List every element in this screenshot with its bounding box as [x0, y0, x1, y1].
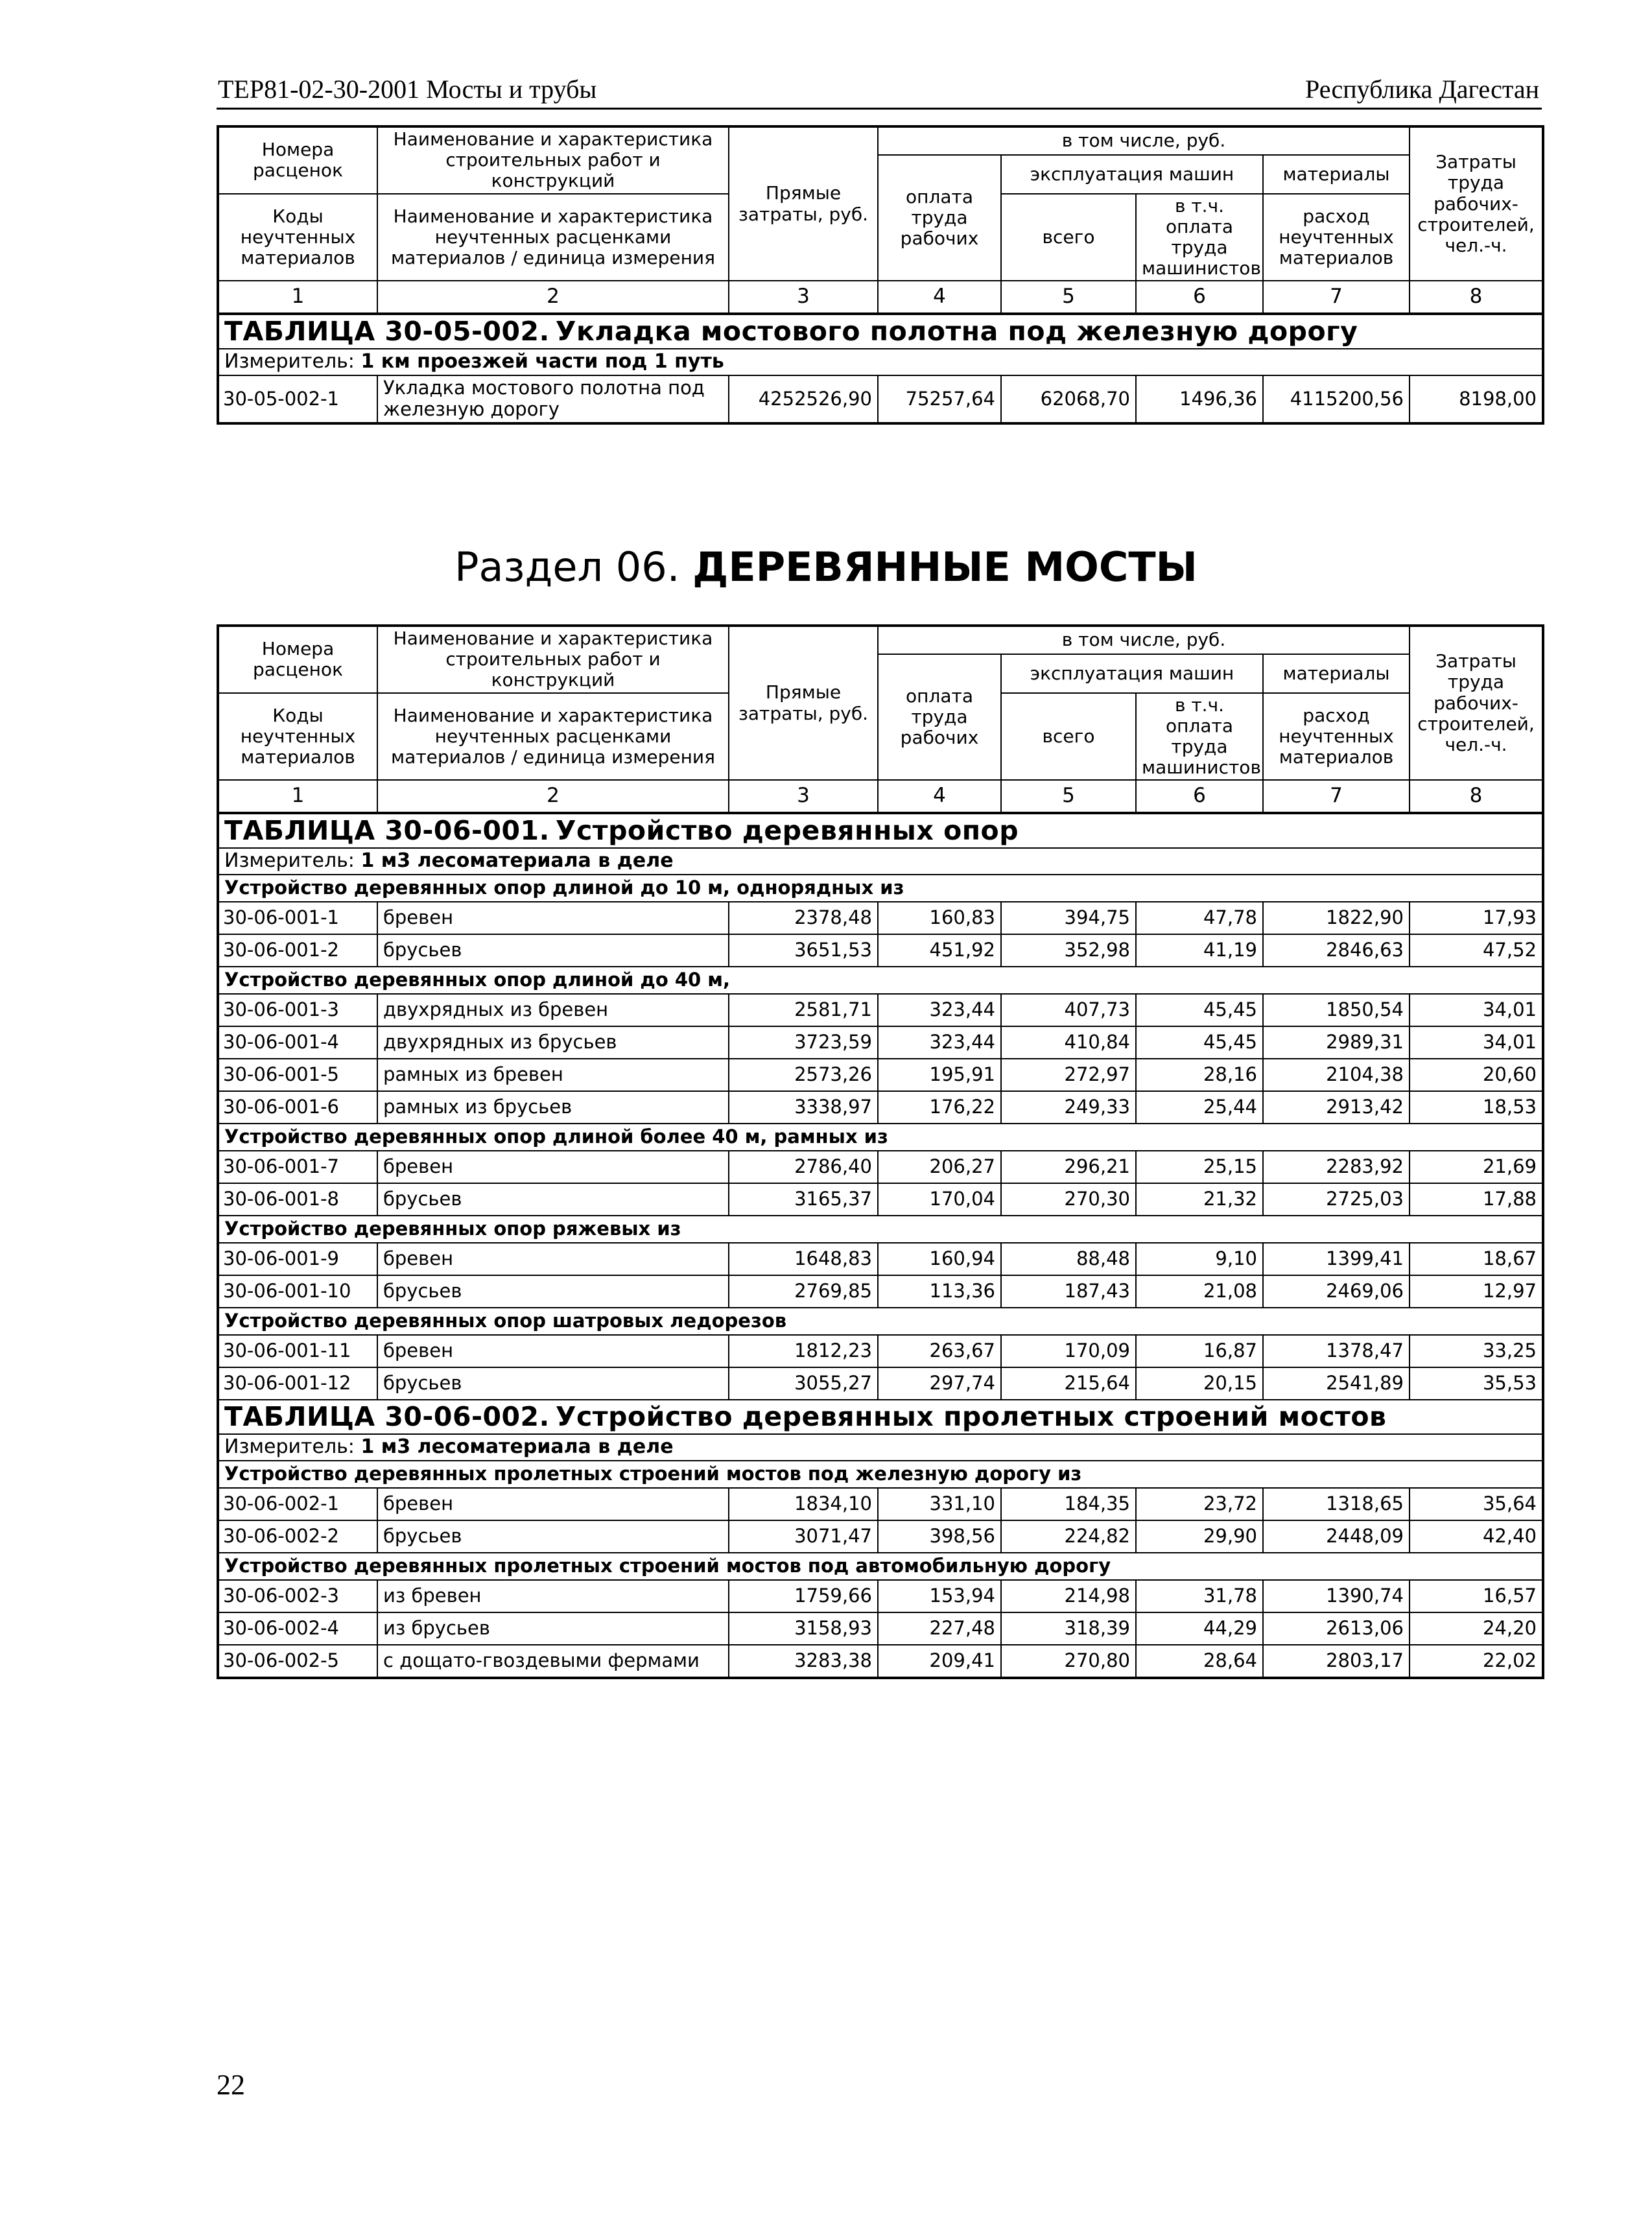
work-name: рамных из бревен: [377, 1059, 729, 1091]
worker-pay: 160,83: [878, 902, 1001, 934]
rate-code: 30-06-001-10: [218, 1275, 377, 1308]
header-work-name: Наименование и характеристика строительных работ и конструкций: [377, 626, 729, 693]
labor-hours: 12,97: [1410, 1275, 1543, 1308]
worker-pay: 323,44: [878, 994, 1001, 1026]
running-header: [217, 71, 1542, 110]
machinist-pay: 47,78: [1136, 902, 1263, 934]
labor-hours: 22,02: [1410, 1645, 1543, 1678]
rate-code: 30-06-001-7: [218, 1151, 377, 1183]
direct-costs: 3283,38: [729, 1645, 878, 1678]
work-name: бревен: [377, 902, 729, 934]
machinist-pay: 21,08: [1136, 1275, 1263, 1308]
header-material-codes: Коды неучтенных материалов: [218, 194, 377, 281]
section-title: [0, 543, 1652, 591]
table-row: [218, 1580, 1543, 1612]
work-name: брусьев: [377, 1183, 729, 1216]
measure-value: 1 м3 лесоматериала в деле: [360, 1435, 674, 1459]
work-name: брусьев: [377, 934, 729, 967]
labor-hours: 17,88: [1410, 1183, 1543, 1216]
direct-costs: 3055,27: [729, 1367, 878, 1400]
section-prefix: Раздел 06.: [454, 543, 680, 591]
labor-hours: 16,57: [1410, 1580, 1543, 1612]
machinist-pay: 28,64: [1136, 1645, 1263, 1678]
machines-total: 88,48: [1001, 1243, 1136, 1275]
column-number: 7: [1263, 281, 1410, 314]
table-row: [218, 1335, 1543, 1367]
rate-code: 30-06-002-1: [218, 1488, 377, 1520]
table-title: [218, 813, 1543, 848]
table-label: ТАБЛИЦА 30-06-002.: [224, 1400, 550, 1432]
header-rate-numbers: Номера расценок: [218, 626, 377, 693]
header-unaccounted-materials: расход неучтенных материалов: [1263, 693, 1410, 781]
machinist-pay: 25,44: [1136, 1091, 1263, 1124]
machines-total: 352,98: [1001, 934, 1136, 967]
column-number: 3: [729, 281, 878, 314]
machines-total: 249,33: [1001, 1091, 1136, 1124]
materials-cost: 4115200,56: [1263, 375, 1410, 423]
machinist-pay: 20,15: [1136, 1367, 1263, 1400]
price-table-block-1: [217, 125, 1542, 425]
table-row: [218, 934, 1543, 967]
measure-label: Измеритель:: [224, 350, 355, 373]
table-row: [218, 1059, 1543, 1091]
direct-costs: 1834,10: [729, 1488, 878, 1520]
table-row: [218, 1488, 1543, 1520]
work-name: двухрядных из брусьев: [377, 1026, 729, 1059]
work-name: из бревен: [377, 1580, 729, 1612]
rate-code: 30-06-002-2: [218, 1520, 377, 1553]
machines-total: 224,82: [1001, 1520, 1136, 1553]
rate-code: 30-06-001-1: [218, 902, 377, 934]
direct-costs: 1812,23: [729, 1335, 878, 1367]
labor-hours: 47,52: [1410, 934, 1543, 967]
machinist-pay: 41,19: [1136, 934, 1263, 967]
table-measure: [218, 848, 1543, 875]
column-number: 4: [878, 780, 1001, 813]
table-row: [218, 1645, 1543, 1678]
machinist-pay: 29,90: [1136, 1520, 1263, 1553]
machinist-pay: 21,32: [1136, 1183, 1263, 1216]
table-measure: [218, 349, 1543, 375]
materials-cost: 1390,74: [1263, 1580, 1410, 1612]
direct-costs: 3723,59: [729, 1026, 878, 1059]
group-title: Устройство деревянных опор шатровых ледорезов: [218, 1308, 1543, 1335]
rate-code: 30-06-001-9: [218, 1243, 377, 1275]
header-labor-costs: Затраты труда рабочих-строителей, чел.-ч.: [1410, 626, 1543, 780]
direct-costs: 3165,37: [729, 1183, 878, 1216]
labor-hours: 24,20: [1410, 1612, 1543, 1645]
materials-cost: 1378,47: [1263, 1335, 1410, 1367]
direct-costs: 1648,83: [729, 1243, 878, 1275]
worker-pay: 209,41: [878, 1645, 1001, 1678]
header-materials: материалы: [1263, 155, 1410, 194]
materials-cost: 1318,65: [1263, 1488, 1410, 1520]
column-number: 2: [377, 780, 729, 813]
machinist-pay: 31,78: [1136, 1580, 1263, 1612]
work-name: брусьев: [377, 1367, 729, 1400]
machinist-pay: 28,16: [1136, 1059, 1263, 1091]
worker-pay: 153,94: [878, 1580, 1001, 1612]
labor-hours: 21,69: [1410, 1151, 1543, 1183]
header-machine-operation: эксплуатация машин: [1001, 654, 1263, 693]
header-worker-pay: оплата труда рабочих: [878, 155, 1001, 281]
price-table-30-06: [217, 624, 1544, 1679]
machines-total: 394,75: [1001, 902, 1136, 934]
machinist-pay: 45,45: [1136, 994, 1263, 1026]
table-row: [218, 1091, 1543, 1124]
rate-code: 30-06-002-3: [218, 1580, 377, 1612]
header-worker-pay: оплата труда рабочих: [878, 654, 1001, 780]
labor-hours: 35,64: [1410, 1488, 1543, 1520]
column-number: 3: [729, 780, 878, 813]
header-rate-numbers: Номера расценок: [218, 126, 377, 194]
page-number: 22: [217, 2069, 245, 2101]
machines-total: 318,39: [1001, 1612, 1136, 1645]
work-name: двухрядных из бревен: [377, 994, 729, 1026]
work-name: брусьев: [377, 1520, 729, 1553]
table-row: [218, 1026, 1543, 1059]
machinist-pay: 44,29: [1136, 1612, 1263, 1645]
group-title: Устройство деревянных пролетных строений мостов под железную дорогу из: [218, 1461, 1543, 1488]
table-row: [218, 1612, 1543, 1645]
worker-pay: 176,22: [878, 1091, 1001, 1124]
work-name: из брусьев: [377, 1612, 729, 1645]
rate-code: 30-06-001-8: [218, 1183, 377, 1216]
labor-hours: 42,40: [1410, 1520, 1543, 1553]
labor-hours: 34,01: [1410, 994, 1543, 1026]
worker-pay: 160,94: [878, 1243, 1001, 1275]
machinist-pay: 45,45: [1136, 1026, 1263, 1059]
work-name: брусьев: [377, 1275, 729, 1308]
materials-cost: 2104,38: [1263, 1059, 1410, 1091]
group-title: Устройство деревянных опор ряжевых из: [218, 1216, 1543, 1243]
materials-cost: 2725,03: [1263, 1183, 1410, 1216]
direct-costs: 1759,66: [729, 1580, 878, 1612]
worker-pay: 263,67: [878, 1335, 1001, 1367]
rate-code: 30-06-001-2: [218, 934, 377, 967]
materials-cost: 2613,06: [1263, 1612, 1410, 1645]
column-number: 2: [377, 281, 729, 314]
table-row: [218, 1151, 1543, 1183]
materials-cost: 2989,31: [1263, 1026, 1410, 1059]
worker-pay: 323,44: [878, 1026, 1001, 1059]
worker-pay: 75257,64: [878, 375, 1001, 423]
materials-cost: 2541,89: [1263, 1367, 1410, 1400]
rate-code: 30-06-001-3: [218, 994, 377, 1026]
work-name: бревен: [377, 1335, 729, 1367]
machines-total: 407,73: [1001, 994, 1136, 1026]
header-material-names: Наименование и характеристика неучтенных расценками материалов / единица измерения: [377, 194, 729, 281]
measure-value: 1 м3 лесоматериала в деле: [360, 849, 674, 873]
header-direct-costs: Прямые затраты, руб.: [729, 126, 878, 281]
table-row: [218, 902, 1543, 934]
worker-pay: 451,92: [878, 934, 1001, 967]
rate-code: 30-05-002-1: [218, 375, 377, 423]
direct-costs: 3338,97: [729, 1091, 878, 1124]
worker-pay: 331,10: [878, 1488, 1001, 1520]
work-name: рамных из брусьев: [377, 1091, 729, 1124]
header-direct-costs: Прямые затраты, руб.: [729, 626, 878, 780]
direct-costs: 3651,53: [729, 934, 878, 967]
materials-cost: 1822,90: [1263, 902, 1410, 934]
column-number: 6: [1136, 780, 1263, 813]
header-including: в том числе, руб.: [878, 626, 1410, 654]
machines-total: 296,21: [1001, 1151, 1136, 1183]
table-name: Устройство деревянных опор: [555, 815, 1019, 847]
group-title: Устройство деревянных опор длиной до 40 м,: [218, 967, 1543, 994]
labor-hours: 17,93: [1410, 902, 1543, 934]
machines-total: 272,97: [1001, 1059, 1136, 1091]
machines-total: 170,09: [1001, 1335, 1136, 1367]
rate-code: 30-06-001-12: [218, 1367, 377, 1400]
materials-cost: 2803,17: [1263, 1645, 1410, 1678]
worker-pay: 398,56: [878, 1520, 1001, 1553]
header-machinist-pay: в т.ч. оплата труда машинистов: [1136, 194, 1263, 281]
rate-code: 30-06-001-4: [218, 1026, 377, 1059]
header-machines-total: всего: [1001, 194, 1136, 281]
labor-hours: 20,60: [1410, 1059, 1543, 1091]
materials-cost: 2283,92: [1263, 1151, 1410, 1183]
direct-costs: 3158,93: [729, 1612, 878, 1645]
table-row: [218, 375, 1543, 423]
group-title: Устройство деревянных опор длиной более 40 м, рамных из: [218, 1124, 1543, 1151]
direct-costs: 2378,48: [729, 902, 878, 934]
header-material-codes: Коды неучтенных материалов: [218, 693, 377, 781]
rate-code: 30-06-002-4: [218, 1612, 377, 1645]
worker-pay: 195,91: [878, 1059, 1001, 1091]
table-name: Устройство деревянных пролетных строений мостов: [555, 1400, 1387, 1432]
work-name: бревен: [377, 1243, 729, 1275]
work-name: Укладка мостового полотна под железную дорогу: [377, 375, 729, 423]
table-row: [218, 1243, 1543, 1275]
labor-hours: 33,25: [1410, 1335, 1543, 1367]
measure-value: 1 км проезжей части под 1 путь: [360, 350, 724, 373]
worker-pay: 297,74: [878, 1367, 1001, 1400]
machines-total: 187,43: [1001, 1275, 1136, 1308]
rate-code: 30-06-001-6: [218, 1091, 377, 1124]
worker-pay: 206,27: [878, 1151, 1001, 1183]
labor-hours: 18,67: [1410, 1243, 1543, 1275]
labor-hours: 8198,00: [1410, 375, 1543, 423]
table-measure: [218, 1434, 1543, 1461]
column-number: 1: [218, 780, 377, 813]
header-machinist-pay: в т.ч. оплата труда машинистов: [1136, 693, 1263, 781]
column-number: 8: [1410, 780, 1543, 813]
materials-cost: 1850,54: [1263, 994, 1410, 1026]
machines-total: 215,64: [1001, 1367, 1136, 1400]
measure-label: Измеритель:: [224, 849, 355, 873]
column-number: 6: [1136, 281, 1263, 314]
direct-costs: 2786,40: [729, 1151, 878, 1183]
header-including: в том числе, руб.: [878, 126, 1410, 155]
worker-pay: 170,04: [878, 1183, 1001, 1216]
worker-pay: 227,48: [878, 1612, 1001, 1645]
machines-total: 410,84: [1001, 1026, 1136, 1059]
machinist-pay: 9,10: [1136, 1243, 1263, 1275]
table-title: [218, 1400, 1543, 1434]
header-labor-costs: Затраты труда рабочих-строителей, чел.-ч.: [1410, 126, 1543, 281]
table-row: [218, 1183, 1543, 1216]
column-number: 8: [1410, 281, 1543, 314]
machines-total: 270,80: [1001, 1645, 1136, 1678]
column-number: 7: [1263, 780, 1410, 813]
measure-label: Измеритель:: [224, 1435, 355, 1459]
column-number: 4: [878, 281, 1001, 314]
table-row: [218, 1275, 1543, 1308]
column-number: 1: [218, 281, 377, 314]
direct-costs: 2573,26: [729, 1059, 878, 1091]
machinist-pay: 25,15: [1136, 1151, 1263, 1183]
table-row: [218, 994, 1543, 1026]
price-table-30-05-002: [217, 125, 1544, 425]
labor-hours: 34,01: [1410, 1026, 1543, 1059]
table-label: ТАБЛИЦА 30-06-001.: [224, 815, 550, 847]
work-name: бревен: [377, 1151, 729, 1183]
rate-code: 30-06-001-11: [218, 1335, 377, 1367]
machines-total: 62068,70: [1001, 375, 1136, 423]
materials-cost: 2913,42: [1263, 1091, 1410, 1124]
rate-code: 30-06-001-5: [218, 1059, 377, 1091]
direct-costs: 2769,85: [729, 1275, 878, 1308]
column-number: 5: [1001, 281, 1136, 314]
table-row: [218, 1367, 1543, 1400]
machinist-pay: 1496,36: [1136, 375, 1263, 423]
group-title: Устройство деревянных пролетных строений мостов под автомобильную дорогу: [218, 1553, 1543, 1580]
machinist-pay: 16,87: [1136, 1335, 1263, 1367]
region-name: Республика Дагестан: [1305, 75, 1539, 104]
worker-pay: 113,36: [878, 1275, 1001, 1308]
group-title: Устройство деревянных опор длиной до 10 м, однорядных из: [218, 875, 1543, 902]
header-materials: материалы: [1263, 654, 1410, 693]
machinist-pay: 23,72: [1136, 1488, 1263, 1520]
table-title: [218, 314, 1543, 349]
materials-cost: 1399,41: [1263, 1243, 1410, 1275]
document-code: ТЕР81-02-30-2001 Мосты и трубы: [218, 75, 597, 104]
direct-costs: 3071,47: [729, 1520, 878, 1553]
table-name: Укладка мостового полотна под железную дорогу: [555, 316, 1358, 348]
work-name: бревен: [377, 1488, 729, 1520]
labor-hours: 18,53: [1410, 1091, 1543, 1124]
section-name: ДЕРЕВЯННЫЕ МОСТЫ: [692, 543, 1198, 591]
materials-cost: 2846,63: [1263, 934, 1410, 967]
materials-cost: 2469,06: [1263, 1275, 1410, 1308]
direct-costs: 4252526,90: [729, 375, 878, 423]
header-material-names: Наименование и характеристика неучтенных расценками материалов / единица измерения: [377, 693, 729, 781]
machines-total: 270,30: [1001, 1183, 1136, 1216]
header-machine-operation: эксплуатация машин: [1001, 155, 1263, 194]
header-work-name: Наименование и характеристика строительных работ и конструкций: [377, 126, 729, 194]
machines-total: 214,98: [1001, 1580, 1136, 1612]
materials-cost: 2448,09: [1263, 1520, 1410, 1553]
rate-code: 30-06-002-5: [218, 1645, 377, 1678]
labor-hours: 35,53: [1410, 1367, 1543, 1400]
table-row: [218, 1520, 1543, 1553]
header-unaccounted-materials: расход неучтенных материалов: [1263, 194, 1410, 281]
column-number: 5: [1001, 780, 1136, 813]
header-machines-total: всего: [1001, 693, 1136, 781]
machines-total: 184,35: [1001, 1488, 1136, 1520]
table-label: ТАБЛИЦА 30-05-002.: [224, 316, 550, 348]
work-name: с дощато-гвоздевыми фермами: [377, 1645, 729, 1678]
direct-costs: 2581,71: [729, 994, 878, 1026]
price-table-block-2: [217, 624, 1542, 1679]
